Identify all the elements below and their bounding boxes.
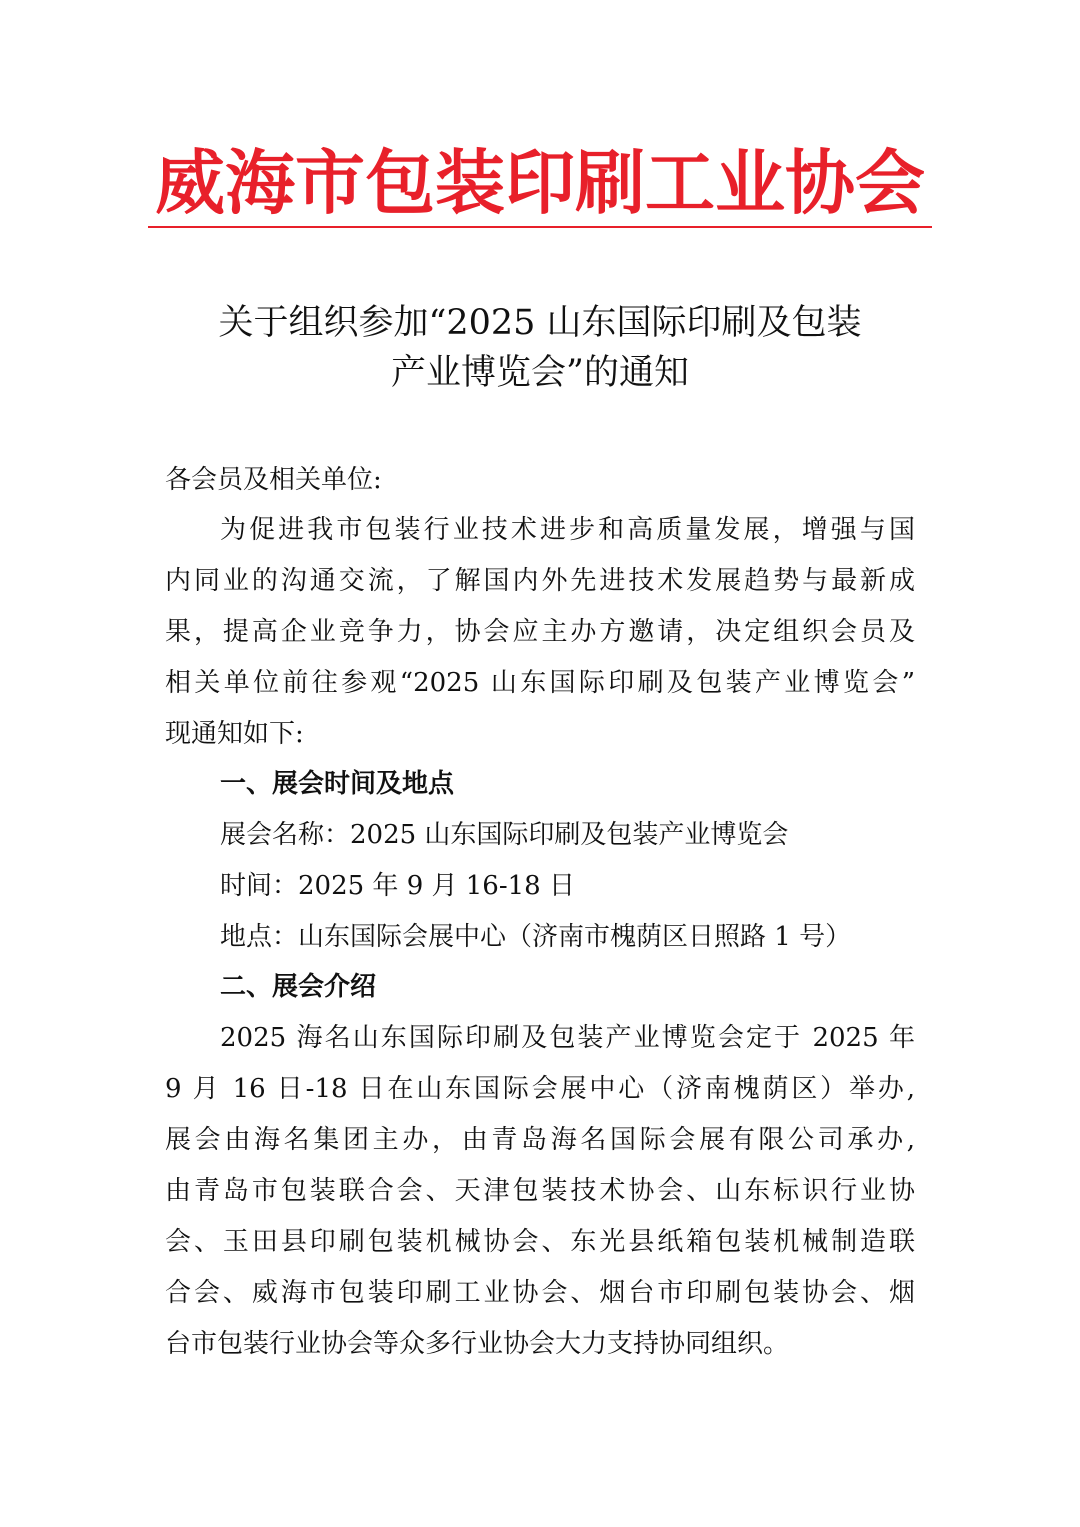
exhibition-time: 时间：2025 年 9 月 16-18 日 [220, 871, 575, 901]
notice-title-line-1: 关于组织参加“2025 山东国际印刷及包装 [218, 303, 862, 343]
section-heading: 一、展会时间及地点 [220, 769, 455, 799]
exhibition-place: 地点：山东国际会展中心（济南市槐荫区日照路 1 号） [220, 922, 852, 952]
section-heading: 二、展会介绍 [220, 972, 377, 1002]
exhibition-name: 展会名称：2025 山东国际印刷及包装产业博览会 [220, 820, 789, 850]
salutation: 各会员及相关单位: [165, 465, 382, 495]
intro-paragraph-line: 会、玉田县印刷包装机械协会、东光县纸箱包装机械制造联 [165, 1227, 915, 1257]
intro-paragraph-line: 合会、威海市包装印刷工业协会、烟台市印刷包装协会、烟 [165, 1278, 915, 1308]
intro-line: 相关单位前往参观“2025 山东国际印刷及包装产业博览会” [165, 668, 915, 698]
intro-line: 现通知如下: [165, 719, 304, 749]
intro-paragraph-line: 展会由海名集团主办，由青岛海名国际会展有限公司承办, [165, 1125, 915, 1155]
intro-line: 为促进我市包装行业技术进步和高质量发展，增强与国 [220, 515, 915, 545]
intro-paragraph-line: 台市包装行业协会等众多行业协会大力支持协同组织。 [165, 1329, 790, 1359]
letterhead-org-name: 威海市包装印刷工业协会 [155, 142, 925, 224]
intro-paragraph-line: 由青岛市包装联合会、天津包装技术协会、山东标识行业协 [165, 1176, 915, 1206]
intro-paragraph-line: 2025 海名山东国际印刷及包装产业博览会定于 2025 年 [220, 1023, 915, 1053]
intro-line: 果，提高企业竞争力，协会应主办方邀请，决定组织会员及 [165, 617, 915, 647]
intro-line: 内同业的沟通交流，了解国内外先进技术发展趋势与最新成 [165, 566, 915, 596]
notice-title-line-2: 产业博览会”的通知 [391, 353, 689, 393]
intro-paragraph-line: 9 月 16 日-18 日在山东国际会展中心（济南槐荫区）举办, [165, 1074, 915, 1104]
